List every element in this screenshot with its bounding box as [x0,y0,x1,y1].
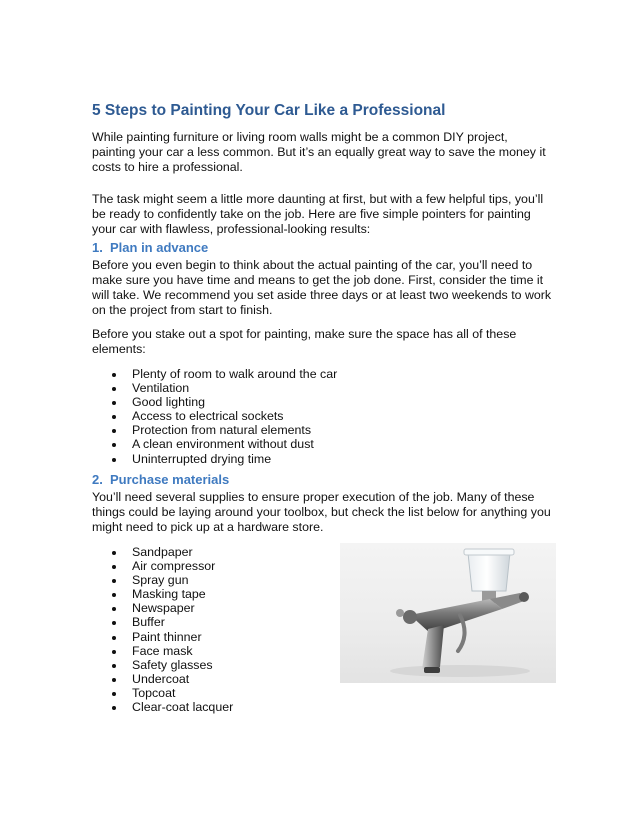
list-item: Access to electrical sockets [108,409,337,423]
list-item: Sandpaper [108,545,233,559]
section-2-number: 2. [92,472,103,487]
list-item: Clear-coat lacquer [108,700,233,714]
section-1-paragraph-2: Before you stake out a spot for painting, make sure the space has all of these elements: [92,327,517,356]
document-title: 5 Steps to Painting Your Car Like a Professional [92,102,446,119]
section-1-list [108,367,337,466]
section-2-list [108,545,233,714]
list-item: Uninterrupted drying time [108,452,337,466]
list-item: A clean environment without dust [108,437,337,451]
list-item: Safety glasses [108,658,233,672]
intro-paragraph-2: The task might seem a little more daunting at first, but with a few helpful tips, you’ll be ready to confidently take on the job. Here are five simple pointers for painting your car with flawless, professional-looking results: [92,192,544,236]
section-1-number: 1. [92,240,103,255]
list-item: Topcoat [108,686,233,700]
section-2-paragraph-1: You’ll need several supplies to ensure proper execution of the job. Many of these things could be laying around your toolbox, but check the list below for anything you might need to pick up at a hardware store. [92,490,551,534]
intro-paragraph-1: While painting furniture or living room walls might be a common DIY project, painting your car a less common. But it’s an equally great way to save the money it costs to hire a professional. [92,130,546,174]
list-item: Masking tape [108,587,233,601]
list-item: Plenty of room to walk around the car [108,367,337,381]
spray-gun-illustration [340,543,556,683]
section-1-paragraph-1: Before you even begin to think about the actual painting of the car, you’ll need to make sure you have time and means to get the job done. First, consider the time it will take. We recommend you set aside three days or at least two weekends to work on the project from start to finish. [92,258,552,317]
section-1-heading [92,240,208,255]
spray-gun-photo [340,543,556,683]
list-item: Ventilation [108,381,337,395]
list-item: Paint thinner [108,630,233,644]
list-item: Buffer [108,615,233,629]
section-1-title: Plan in advance [110,240,209,255]
list-item: Protection from natural elements [108,423,337,437]
section-2-heading [92,472,229,487]
list-item: Newspaper [108,601,233,615]
list-item: Good lighting [108,395,337,409]
list-item: Face mask [108,644,233,658]
list-item: Air compressor [108,559,233,573]
list-item: Undercoat [108,672,233,686]
list-item: Spray gun [108,573,233,587]
section-2-title: Purchase materials [110,472,230,487]
